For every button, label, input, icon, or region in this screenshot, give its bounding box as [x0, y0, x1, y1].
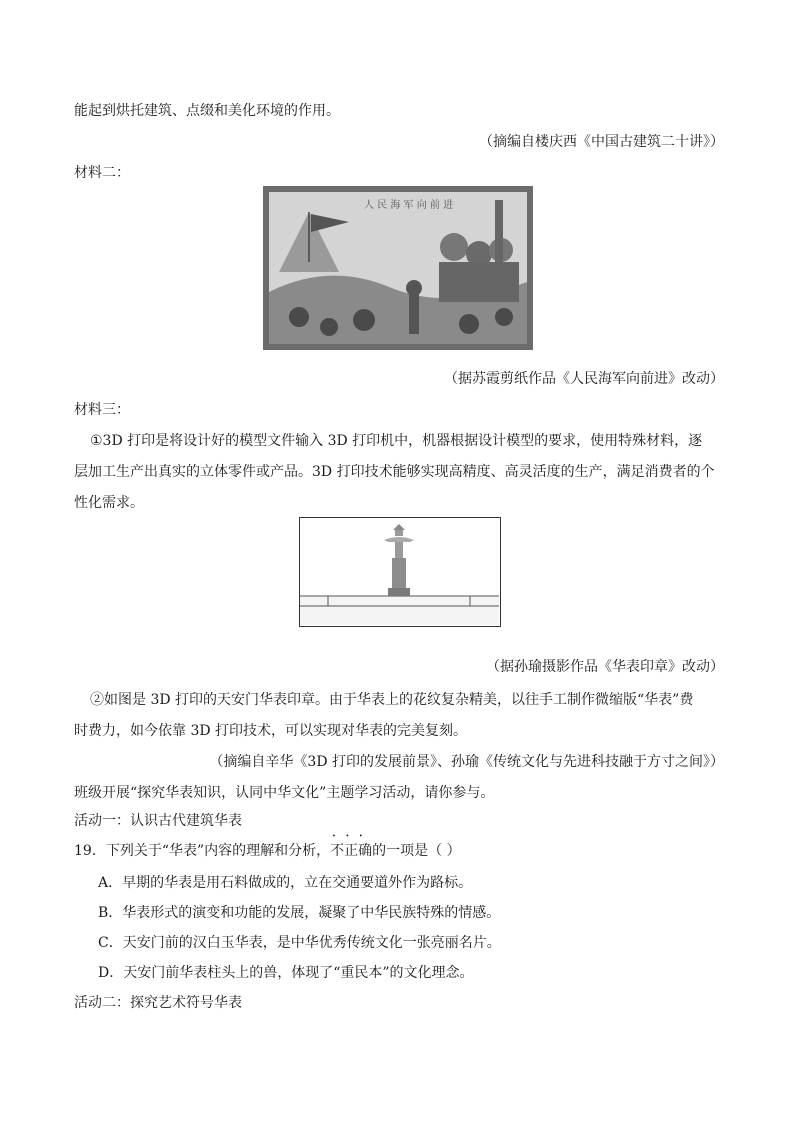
option-d: D．天安门前华表柱头上的兽，体现了“重民本”的文化理念。: [98, 965, 474, 981]
question-19: [74, 840, 461, 860]
option-a: A．早期的华表是用石料做成的，立在交通要道外作为路标。: [98, 875, 473, 891]
svg-text:人 民 海 军 向 前 进: 人 民 海 军 向 前 进: [364, 200, 454, 211]
huabiao-drawing: [300, 518, 499, 625]
intro-line: 能起到烘托建筑、点缀和美化环境的作用。: [74, 103, 340, 119]
paragraph-2-line-2: 时费力，如今依靠 3D 打印技术，可以实现对华表的完美复刻。: [74, 723, 468, 739]
source-citation-3: （据孙瑜摄影作品《华表印章》改动）: [486, 659, 724, 675]
paragraph-1-line-1: ①3D 打印是将设计好的模型文件输入 3D 打印机中，机器根据设计模型的要求，使用特殊材料，逐: [90, 433, 703, 449]
activity-1-heading: 活动一：认识古代建筑华表: [74, 813, 242, 829]
activity-intro: 班级开展“探究华表知识，认同中华文化”主题学习活动，请你参与。: [74, 785, 495, 801]
paragraph-2-line-1: ②如图是 3D 打印的天安门华表印章。由于华表上的花纹复杂精美，以往手工制作微缩版“华表”费: [90, 692, 694, 708]
option-b: B．华表形式的演变和功能的发展，凝聚了中华民族特殊的情感。: [98, 905, 501, 921]
question-prefix: 19．下列关于“华表”内容的理解和分析，: [74, 843, 331, 859]
papercut-artwork-image: [263, 186, 533, 350]
papercut-drawing: [269, 192, 527, 344]
material-2-label: 材料二：: [74, 165, 130, 181]
huabiao-seal-photo: [299, 517, 501, 627]
paragraph-1-line-3: 性化需求。: [74, 495, 144, 511]
activity-2-heading: 活动二：探究艺术符号华表: [74, 995, 242, 1011]
question-emphasis: 不正确 • • •: [330, 843, 372, 859]
source-citation-2: （据苏霞剪纸作品《人民海军向前进》改动）: [444, 371, 724, 387]
source-citation-4: （摘编自辛华《3D 打印的发展前景》、孙瑜《传统文化与先进科技融于方寸之间》）: [209, 754, 724, 770]
question-suffix: 的一项是（ ）: [372, 843, 461, 859]
paragraph-1-line-2: 层加工生产出真实的立体零件或产品。3D 打印技术能够实现高精度、高灵活度的生产，满足消费者的个: [74, 464, 715, 480]
source-citation-1: （摘编自楼庆西《中国古建筑二十讲》）: [479, 134, 724, 150]
material-3-label: 材料三：: [74, 402, 130, 418]
option-c: C．天安门前的汉白玉华表，是中华优秀传统文化一张亮丽名片。: [98, 935, 501, 951]
